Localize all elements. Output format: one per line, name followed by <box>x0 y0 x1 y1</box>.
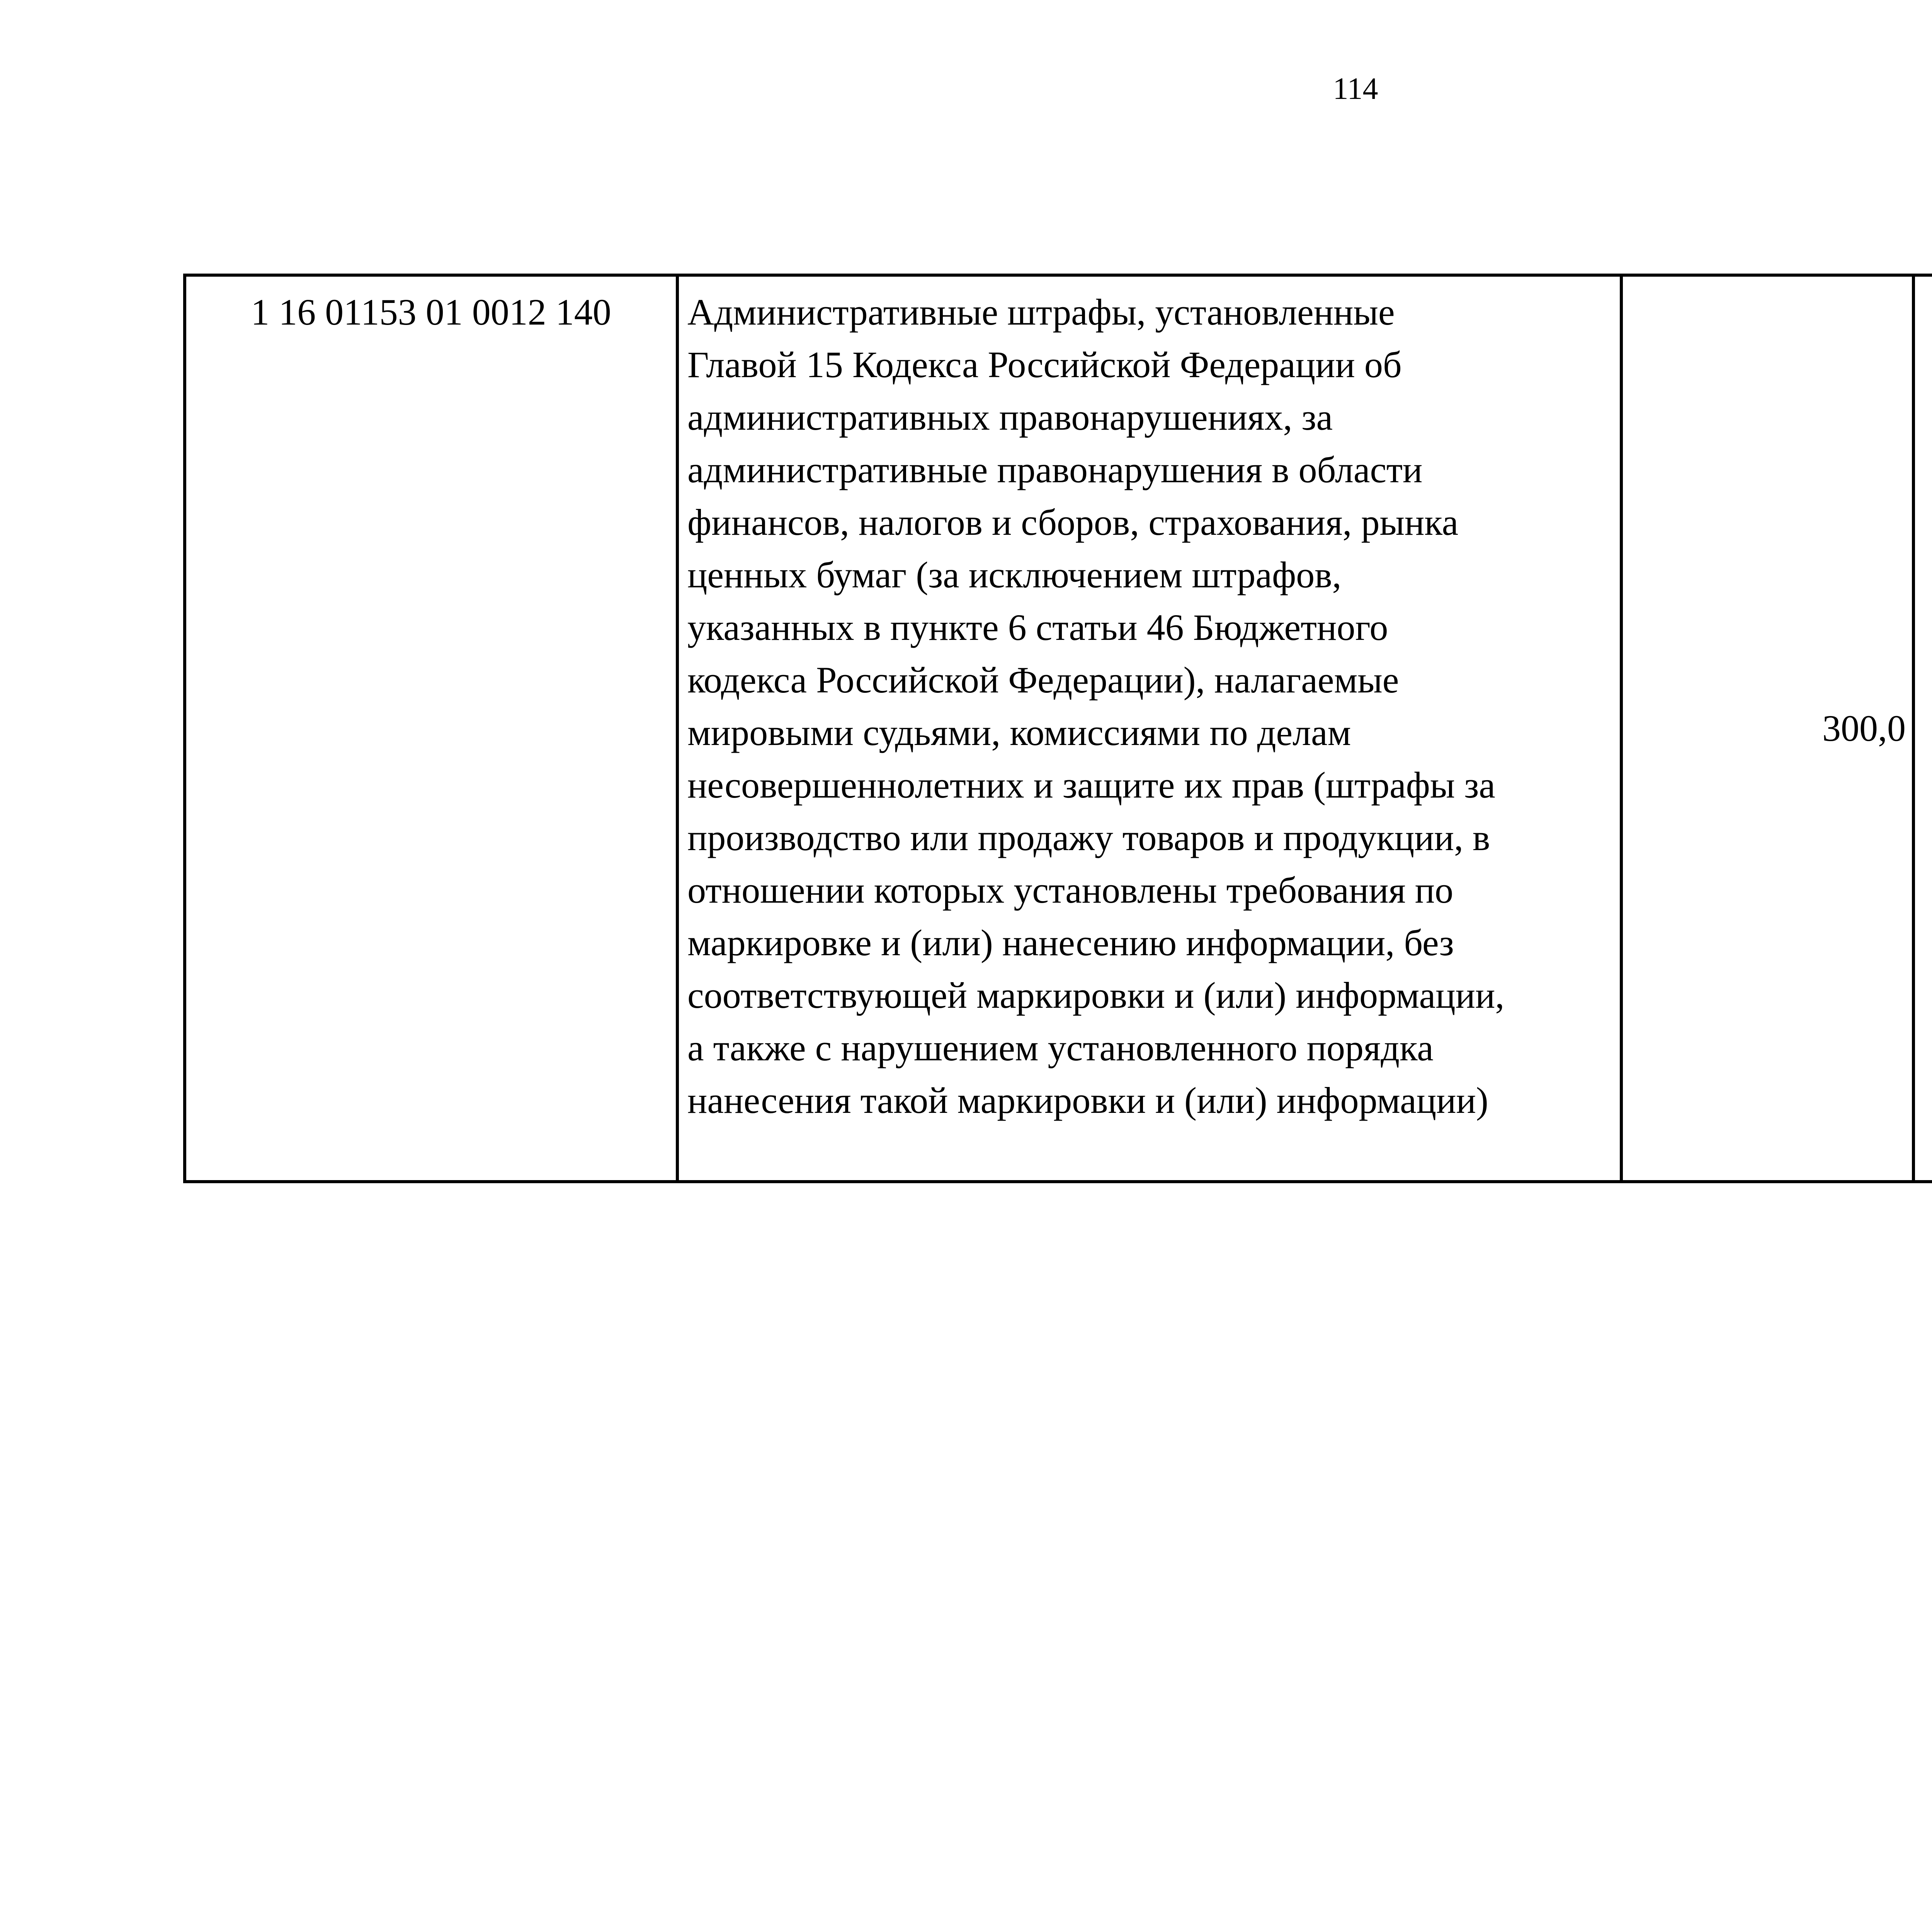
budget-table <box>183 274 1932 1183</box>
description-line: отношении которых установлены требования по <box>687 869 1454 911</box>
description-line: Главой 15 Кодекса Российской Федерации об <box>687 344 1402 385</box>
description-line: несовершеннолетних и защите их прав (штрафы за <box>687 764 1495 806</box>
description-cell <box>677 275 1621 1182</box>
description-line: мировыми судьями, комиссиями по делам <box>687 712 1351 753</box>
description-line: Административные штрафы, установленные <box>687 291 1395 333</box>
description-line: ценных бумаг (за исключением штрафов, <box>687 554 1342 595</box>
description-line: а также с нарушением установленного порядка <box>687 1027 1434 1068</box>
description-line: производство или продажу товаров и продукции, в <box>687 817 1490 858</box>
page-number: 114 <box>1333 72 1378 106</box>
table-row <box>185 275 1932 1182</box>
value-cell-2 <box>1913 275 1932 1182</box>
value-cell-1: 300,0 <box>1621 275 1913 1182</box>
table-body <box>185 275 1932 1182</box>
description-line: нанесения такой маркировки и (или) информации) <box>687 1080 1488 1121</box>
description-line: соответствующей маркировки и (или) информации, <box>687 975 1505 1016</box>
code-cell <box>185 275 677 1182</box>
description-line: финансов, налогов и сборов, страхования, рынка <box>687 502 1459 543</box>
description-line: указанных в пункте 6 статьи 46 Бюджетного <box>687 607 1388 648</box>
budget-classification-code: 1 16 01153 01 0012 140 <box>251 291 611 333</box>
description-line: административные правонарушения в области <box>687 449 1423 490</box>
description-line: маркировке и (или) нанесению информации, без <box>687 922 1454 963</box>
description-line: административных правонарушениях, за <box>687 396 1333 438</box>
description-line: кодекса Российской Федерации), налагаемые <box>687 659 1399 701</box>
